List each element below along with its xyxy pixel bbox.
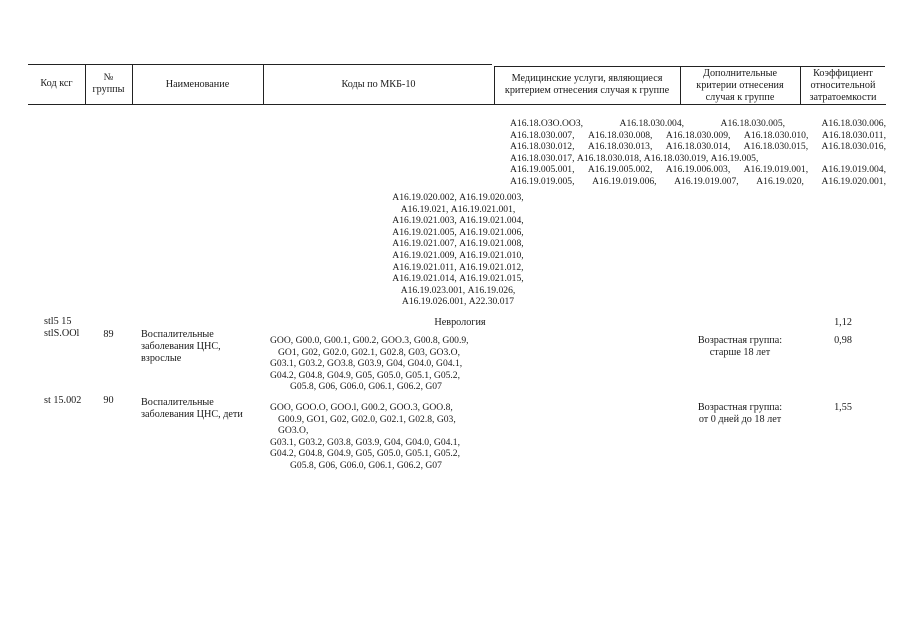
header-extra-criteria-line-1: Дополнительные	[703, 68, 777, 79]
row-name-line: заболевания ЦНС,	[141, 341, 221, 352]
mkb-line: G00.9, GO1, G02, G02.0, G02.1, G02.8, G03,	[278, 413, 456, 425]
mkb-line: G03.1, G03.2, G03.8, G03.9, G04, G04.0, G04.1,	[270, 436, 461, 448]
med-services-line: А16.18.030.007, А16.18.030.008, А16.18.030.009, А16.18.030.010, А16.18.030.011,	[510, 129, 886, 141]
row-name-line: Воспалительные	[141, 397, 214, 408]
mkb-line: G03.1, G03.2, GO3.8, G03.9, G04, G04.0, G04.1,	[270, 358, 463, 370]
header-group-no-line-2: группы	[92, 84, 125, 95]
med-services-line: А16.19.021.007, А16.19.021.008,	[392, 238, 524, 250]
header-extra-criteria-line-2: критерии отнесения	[696, 80, 784, 91]
row-code: st 15.002	[44, 395, 82, 406]
row-criteria-line: Возрастная группа:	[697, 335, 783, 346]
row-coefficient: 1,55	[834, 402, 852, 413]
med-services-line: А16.19.021, А16.19.021.001,	[400, 203, 516, 215]
header-extra-criteria-line-3: случая к группе	[705, 92, 775, 103]
profile-coefficient: 1,12	[834, 317, 852, 328]
row-coefficient: 0,98	[834, 335, 852, 346]
header-name: Наименование	[165, 79, 230, 90]
header-mkb-codes: Коды по МКБ-10	[341, 79, 416, 90]
header-group-no-line-1: №	[103, 72, 114, 83]
row-group-number: 89	[103, 329, 114, 340]
row-name-line: взрослые	[141, 353, 182, 364]
mkb-line: G04.2, G04.8, G04.9, G05, G05.0, G05.1, G05.2,	[270, 448, 461, 460]
header-med-services-line-2: критерием отнесения случая к группе	[504, 85, 670, 96]
row-name-line: Воспалительные	[141, 329, 214, 340]
med-services-line: А16.19.021.014, А16.19.021.015,	[392, 273, 524, 285]
header-code-ksg: Код ксг	[40, 78, 73, 89]
med-services-line: А16.19.021.005, А16.19.021.006,	[392, 226, 524, 238]
mkb-line: GOO, GOO.O, GOO.l, G00.2, GOO.3, GOO.8,	[270, 402, 453, 413]
mkb-line: GO3.O,	[278, 425, 309, 437]
med-services-line: А16.19.021.011, А16.19.021.012,	[392, 261, 524, 273]
med-services-line: А16.19.019.005, А16.19.019.006, А16.19.019.007, А16.19.020, А16.19.020.001,	[510, 175, 886, 187]
row-criteria-line: Возрастная группа:	[697, 402, 783, 413]
med-services-line: А16.19.021.003, А16.19.021.004,	[392, 215, 524, 227]
header-med-services-line-1: Медицинские услуги, являющиеся	[511, 73, 663, 84]
mkb-line: G04.2, G04.8, G04.9, G05, G05.0, G05.1, G05.2,	[270, 369, 461, 381]
profile-name: Неврология	[434, 317, 486, 328]
med-services-line: А16.19.020.002, А16.19.020.003,	[392, 192, 524, 203]
header-coefficient-line-3: затратоемкости	[809, 92, 877, 103]
mkb-line: G05.8, G06, G06.0, G06.1, G06.2, G07	[290, 381, 442, 393]
mkb-line: GOO, G00.0, G00.1, G00.2, GOO.3, G00.8, G00.9,	[270, 335, 469, 346]
header-coefficient-line-2: относительной	[810, 80, 876, 91]
row-criteria-line: старше 18 лет	[709, 347, 771, 358]
mkb-line: G05.8, G06, G06.0, G06.1, G06.2, G07	[290, 459, 442, 471]
row-group-number: 90	[103, 395, 114, 406]
row-code: stlS.OOl	[44, 328, 80, 339]
header-top-rule-right	[494, 66, 885, 67]
med-services-block	[510, 118, 886, 188]
profile-code: stl5 15	[44, 316, 72, 327]
med-services-line: А16.19.005.001, А16.19.005.002, А16.19.006.003, А16.19.019.001, А16.19.019.004,	[510, 164, 886, 176]
med-services-line: А16.19.023.001, А16.19.026,	[400, 284, 516, 296]
mkb-line: GO1, G02, G02.0, G02.1, G02.8, G03, GO3.O,	[278, 346, 461, 358]
med-services-block-2	[370, 192, 546, 308]
row-mkb-codes	[270, 402, 494, 472]
row-name-line: заболевания ЦНС, дети	[141, 409, 243, 420]
header-coefficient-line-1: Коэффициент	[813, 68, 873, 79]
med-services-line: А16.19.026.001, А22.30.017	[401, 296, 515, 308]
row-mkb-codes	[270, 335, 494, 393]
med-services-line: А16.19.021.009, А16.19.021.010,	[392, 249, 524, 261]
header-top-rule-left	[28, 64, 492, 65]
med-services-line: А16.18.030.017, А16.18.030.018, А16.18.030.019, А16.19.005,	[510, 152, 759, 164]
row-criteria-line: от 0 дней до 18 лет	[698, 414, 782, 425]
med-services-line: А16.18.030.012, А16.18.030.013, А16.18.030.014, А16.18.030.015, А16.18.030.016,	[510, 141, 886, 153]
med-services-line: А16.18.ОЗО.ООЗ, А16.18.030.004, А16.18.030.005, А16.18.030.006,	[510, 118, 886, 129]
